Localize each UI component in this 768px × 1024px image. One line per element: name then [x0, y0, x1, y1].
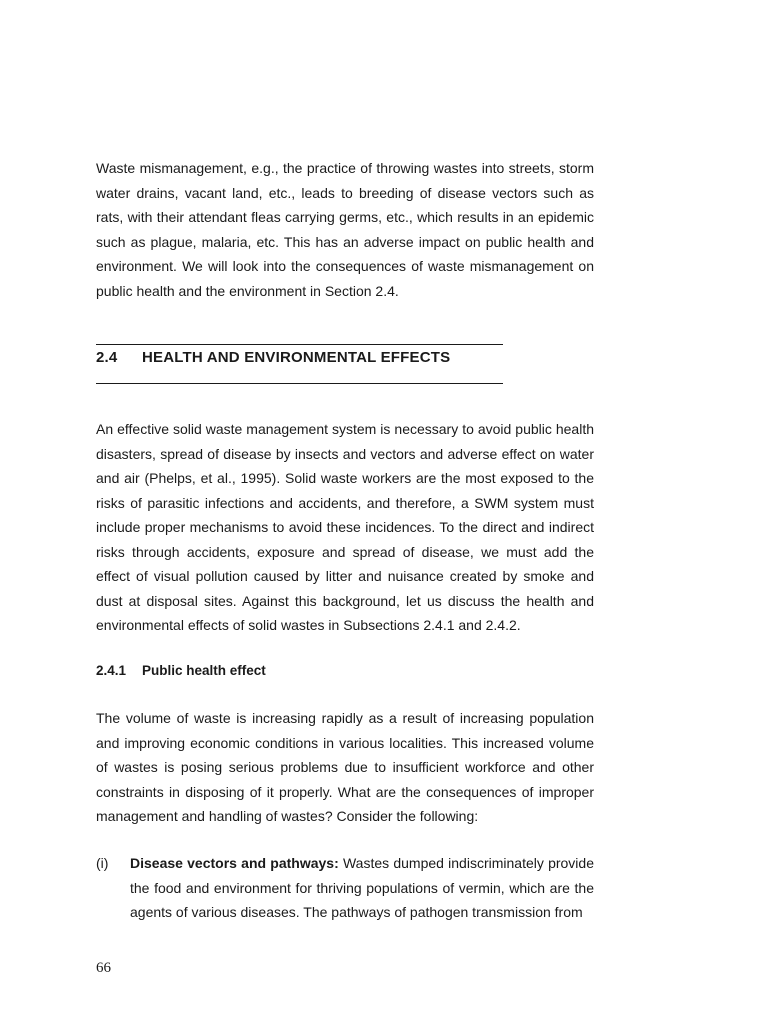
intro-paragraph: Waste mismanagement, e.g., the practice of throwing wastes into streets, storm water drains, vacant land, etc., leads to breeding of disease vectors such as rats, with their attendant fleas carrying germs, etc., which results in an epidemic such as plague, malaria, etc. This has an adverse impact on public health and environment. We will look into the consequences of waste mismanagement on public health and the environment in Section 2.4.: [96, 160, 594, 299]
section-rule-bottom: [96, 383, 503, 384]
section-heading: [96, 349, 450, 366]
subsection-intro-paragraph: The volume of waste is increasing rapidly as a result of increasing population and improving economic conditions in various localities. This increased volume of wastes is posing serious problems due to insufficient workforce and other constraints in disposing of it properly. What are the consequences of improper management and handling of wastes? Consider the following:: [96, 710, 594, 824]
page-number: 66: [96, 960, 111, 976]
subsection-number: 2.4.1: [96, 663, 127, 678]
section-intro-paragraph: An effective solid waste management system is necessary to avoid public health disasters, spread of disease by insects and vectors and adverse effect on water and air (Phelps, et al., 1995). Solid waste workers are the most exposed to the risks of parasitic infections and accidents, and therefore, a SWM system must include proper mechanisms to avoid these incidences. To the direct and indirect risks through accidents, exposure and spread of disease, we must add the effect of visual pollution caused by litter and nuisance created by smoke and dust at disposal sites. Against this background, let us discuss the health and environmental effects of solid wastes in Subsections 2.4.1 and 2.4.2.: [96, 421, 594, 633]
section-title: HEALTH AND ENVIRONMENTAL EFFECTS: [142, 349, 451, 366]
list-item-text: Wastes dumped indiscriminately provide the food and environment for thriving populations of vermin, which are the agents of various diseases. The pathways of pathogen transmission from: [130, 855, 594, 920]
list-item-body: [130, 851, 594, 925]
section-rule-top: [96, 344, 503, 345]
list-item: [96, 851, 594, 925]
section-number: 2.4: [96, 349, 118, 366]
list-item-term: Disease vectors and pathways:: [130, 855, 339, 871]
subsection-title: Public health effect: [142, 663, 266, 678]
subsection-heading: [96, 663, 266, 678]
list-item-marker: (i): [96, 855, 109, 871]
